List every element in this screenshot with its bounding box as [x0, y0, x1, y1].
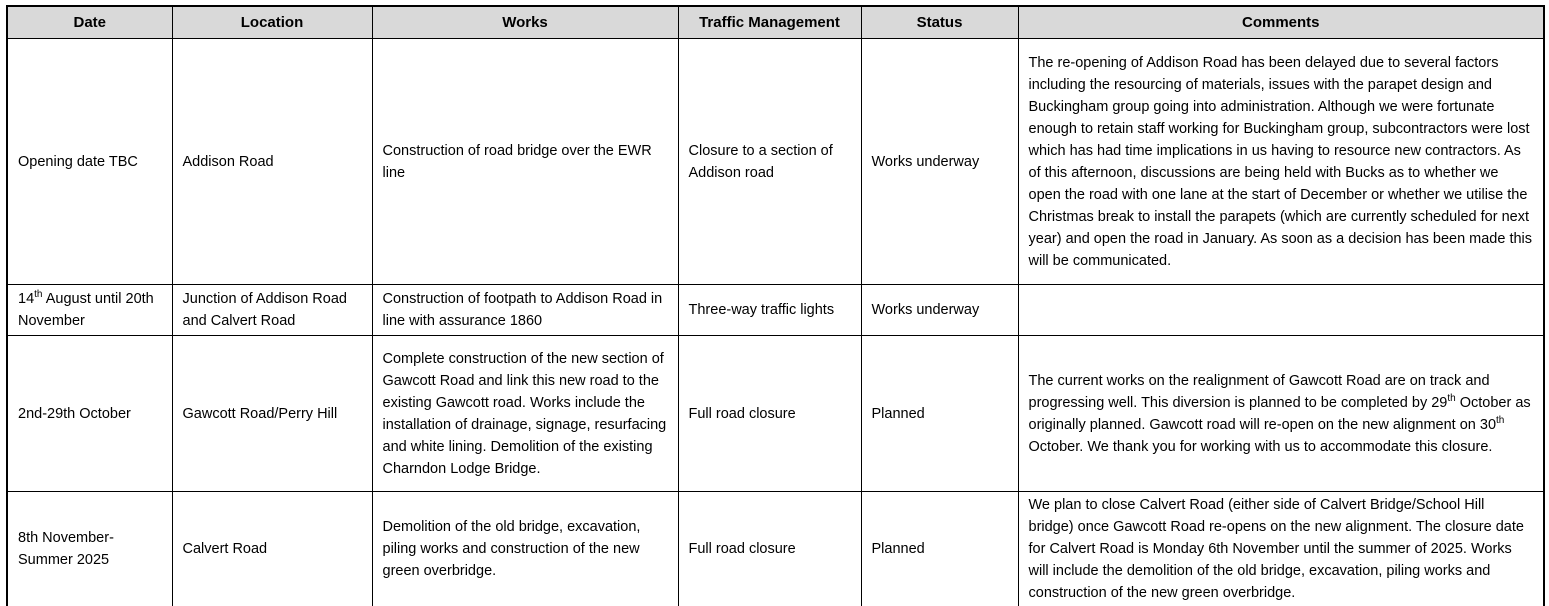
cell-location: Calvert Road [172, 492, 372, 606]
cell-date: 8th November-Summer 2025 [7, 492, 172, 606]
text-segment: 14 [18, 291, 35, 307]
cell-status: Works underway [861, 285, 1018, 336]
cell-comments [1018, 285, 1544, 336]
cell-status: Planned [861, 336, 1018, 492]
cell-works: Construction of footpath to Addison Road in line with assurance 1860 [372, 285, 678, 336]
cell-location: Gawcott Road/Perry Hill [172, 336, 372, 492]
table-row [7, 336, 1544, 492]
cell-traffic: Full road closure [678, 336, 861, 492]
cell-traffic: Closure to a section of Addison road [678, 39, 861, 285]
cell-works: Construction of road bridge over the EWR line [372, 39, 678, 285]
text-segment: August until 20th November [18, 291, 154, 329]
cell-traffic: Three-way traffic lights [678, 285, 861, 336]
roadworks-table [6, 5, 1545, 606]
ordinal-superscript: th [1447, 392, 1456, 404]
cell-comments: The re-opening of Addison Road has been delayed due to several factors including the resourcing of materials, issues with the parapet design and Buckingham group going into administration. Although we were fortunate enough to retain staff working for Buckingham group, subcontractors were lost which has had time implications in us having to resource new contractors. As of this afternoon, discussions are being held with Bucks as to whether we open the road with one lane at the start of December or whether we utilise the Christmas break to install the parapets (which are currently scheduled for next year) and open the road in January. As soon as a decision has been made this will be communicated. [1018, 39, 1544, 285]
cell-location: Junction of Addison Road and Calvert Road [172, 285, 372, 336]
column-header-location: Location [172, 6, 372, 39]
text-segment: October. We thank you for working with us to accommodate this closure. [1028, 438, 1493, 455]
table-row [7, 39, 1544, 285]
column-header-status: Status [861, 6, 1018, 39]
cell-date [7, 285, 172, 336]
ordinal-superscript: th [1496, 414, 1505, 426]
cell-status: Planned [861, 492, 1018, 606]
cell-works: Demolition of the old bridge, excavation, piling works and construction of the new green overbridge. [372, 492, 678, 606]
cell-status: Works underway [861, 39, 1018, 285]
cell-traffic: Full road closure [678, 492, 861, 606]
column-header-date: Date [7, 6, 172, 39]
text-segment: October as originally planned. Gawcott road will re-open on the new alignment on 30 [1028, 394, 1531, 433]
cell-works: Complete construction of the new section of Gawcott Road and link this new road to the existing Gawcott road. Works include the installation of drainage, signage, resurfacing and white lining. Demolition of the existing Charndon Lodge Bridge. [372, 336, 678, 492]
cell-location: Addison Road [172, 39, 372, 285]
column-header-works: Works [372, 6, 678, 39]
cell-date: 2nd-29th October [7, 336, 172, 492]
ordinal-superscript: th [34, 289, 43, 301]
table-body [7, 39, 1544, 606]
column-header-comments: Comments [1018, 6, 1544, 39]
cell-date: Opening date TBC [7, 39, 172, 285]
cell-comments [1018, 336, 1544, 492]
cell-comments: We plan to close Calvert Road (either side of Calvert Bridge/School Hill bridge) once Gawcott Road re-opens on the new alignment. The closure date for Calvert Road is Monday 6th November until the summer of 2025. Works will include the demolition of the old bridge, excavation, piling works and construction of the new green overbridge. [1018, 492, 1544, 606]
column-header-traffic: Traffic Management [678, 6, 861, 39]
table-row [7, 285, 1544, 336]
table-row [7, 492, 1544, 606]
header-row [7, 6, 1544, 39]
text-segment: The current works on the realignment of Gawcott Road are on track and progressing well. This diversion is planned to be completed by 29 [1028, 372, 1490, 411]
